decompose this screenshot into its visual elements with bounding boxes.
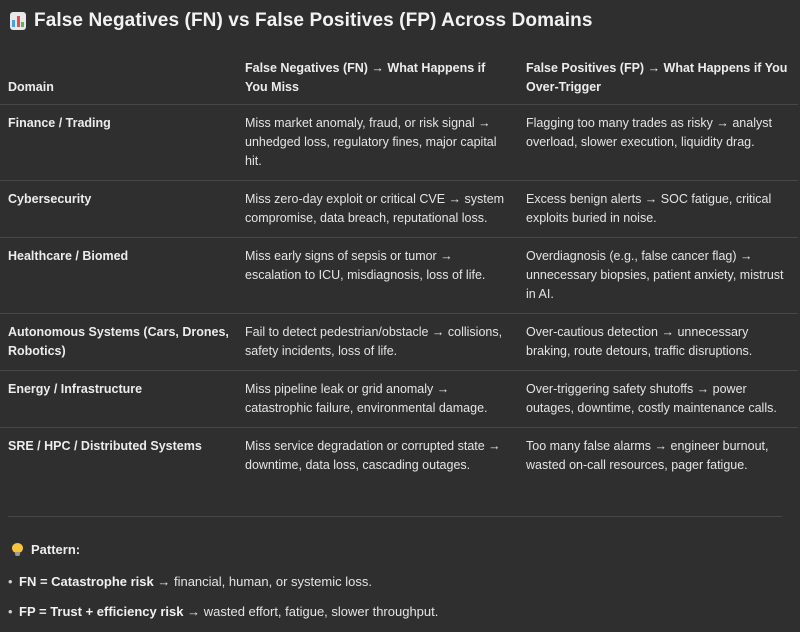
fn-cell: Miss service degradation or corrupted state → downtime, data loss, cascading outages. — [245, 439, 501, 472]
pattern-heading-row — [12, 542, 80, 557]
table-row — [0, 314, 798, 371]
fp-cell: Overdiagnosis (e.g., false cancer flag) → unnecessary biopsies, patient anxiety, mistrust in AI. — [518, 238, 798, 314]
section-divider — [8, 516, 782, 517]
pattern-heading: Pattern: — [31, 542, 81, 557]
domain-cell: Cybersecurity — [0, 181, 237, 238]
fp-cell: Over-cautious detection → unnecessary braking, route detours, traffic disruptions. — [518, 314, 798, 371]
table-row — [0, 105, 798, 181]
bullet-icon: • — [8, 574, 13, 589]
table-row — [0, 181, 798, 238]
fn-cell: Miss market anomaly, fraud, or risk signal → unhedged loss, regulatory fines, major capital hit. — [237, 105, 518, 181]
domain-cell: Autonomous Systems (Cars, Drones, Robotics) — [0, 314, 237, 371]
column-header-false-positives: False Positives (FP) → What Happens if You Over-Trigger — [518, 52, 798, 105]
table-row — [0, 238, 798, 314]
bullet-text: → wasted effort, fatigue, slower throughput. — [183, 604, 439, 619]
column-header-domain: Domain — [0, 52, 237, 105]
list-item — [8, 602, 438, 632]
page-title: False Negatives (FN) vs False Positives (FP) Across Domains — [34, 10, 593, 31]
domain-cell: Energy / Infrastructure — [0, 371, 237, 428]
bullet-text: → financial, human, or systemic loss. — [153, 574, 372, 589]
pattern-list — [8, 572, 438, 632]
fp-cell: Excess benign alerts → SOC fatigue, critical exploits buried in noise. — [518, 181, 798, 238]
fp-cell: Flagging too many trades as risky → analyst overload, slower execution, liquidity drag. — [518, 105, 798, 181]
comparison-table — [0, 52, 798, 484]
bullet-icon: • — [8, 604, 13, 619]
table-row — [0, 371, 798, 428]
fp-cell: Over-triggering safety shutoffs → power outages, downtime, costly maintenance calls. — [518, 371, 798, 428]
fn-cell: Miss zero-day exploit or critical CVE → system compromise, data breach, reputational loss. — [237, 181, 518, 238]
bullet-bold-text: FN = Catastrophe risk — [19, 574, 154, 589]
fp-cell: Too many false alarms → engineer burnout, wasted on-call resources, pager fatigue. — [526, 439, 769, 472]
domain-cell: Healthcare / Biomed — [0, 238, 237, 314]
fn-cell: Fail to detect pedestrian/obstacle → collisions, safety incidents, loss of life. — [237, 314, 518, 371]
title-row — [10, 10, 593, 32]
domain-cell: Finance / Trading — [0, 105, 237, 181]
light-bulb-icon — [12, 543, 23, 556]
list-item — [8, 572, 438, 602]
table-header-row — [0, 52, 798, 105]
bullet-bold-text: FP = Trust + efficiency risk — [19, 604, 184, 619]
table-row — [0, 428, 798, 485]
fn-cell: Miss pipeline leak or grid anomaly → catastrophic failure, environmental damage. — [237, 371, 518, 428]
fn-cell: Miss early signs of sepsis or tumor → escalation to ICU, misdiagnosis, loss of life. — [237, 238, 518, 314]
column-header-false-negatives: False Negatives (FN) → What Happens if You Miss — [237, 52, 518, 105]
bar-chart-icon — [10, 12, 26, 30]
domain-cell: SRE / HPC / Distributed Systems — [8, 439, 202, 453]
